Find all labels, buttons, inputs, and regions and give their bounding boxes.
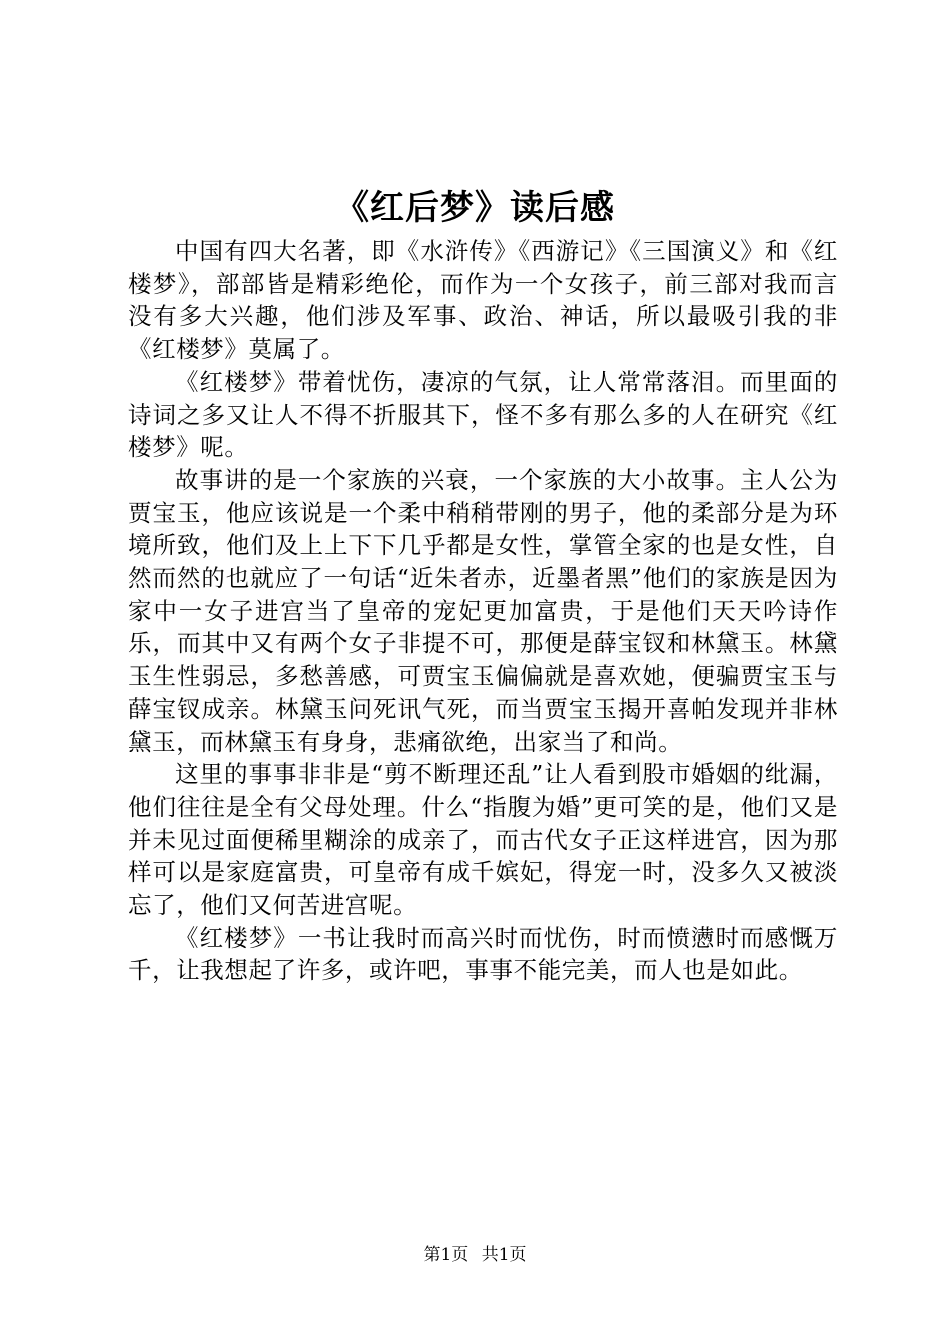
paragraph: 《红楼梦》带着忧伤，凄凉的气氛，让人常常落泪。而里面的诗词之多又让人不得不折服其下，怪不多有那么多的人在研究《红楼梦》呢。 — [128, 367, 838, 462]
paragraph: 《红楼梦》一书让我时而高兴时而忧伤，时而愤懑时而感慨万千，让我想起了许多，或许吧，事事不能完美，而人也是如此。 — [128, 923, 838, 985]
page-total: 共1页 — [481, 1245, 527, 1265]
document-body — [128, 235, 838, 987]
document-title: 《红后梦》读后感 — [335, 188, 615, 228]
page-footer — [0, 1243, 950, 1267]
paragraph: 这里的事事非非是“剪不断理还乱”让人看到股市婚姻的纰漏，他们往往是全有父母处理。什么“指腹为婚”更可笑的是，他们又是并未见过面便稀里糊涂的成亲了，而古代女子正这样进宫，因为那样可以是家庭富贵，可皇帝有成千嫔妃，得宠一时，没多久又被淡忘了，他们又何苦进宫呢。 — [128, 760, 838, 920]
page-number: 第1页 — [423, 1245, 469, 1265]
paragraph: 中国有四大名著，即《水浒传》《西游记》《三国演义》和《红楼梦》，部部皆是精彩绝伦，而作为一个女孩子，前三部对我而言没有多大兴趣，他们涉及军事、政治、神话，所以最吸引我的非《红楼梦》莫属了。 — [128, 237, 838, 364]
paragraph: 故事讲的是一个家族的兴衰，一个家族的大小故事。主人公为贾宝玉，他应该说是一个柔中稍稍带刚的男子，他的柔部分是为环境所致，他们及上上下下几乎都是女性，掌管全家的也是女性，自然而然的也就应了一句话“近朱者赤，近墨者黑”他们的家族是因为家中一女子进宫当了皇帝的宠妃更加富贵，于是他们天天吟诗作乐，而其中又有两个女子非提不可，那便是薛宝钗和林黛玉。林黛玉生性弱忌，多愁善感，可贾宝玉偏偏就是喜欢她，便骗贾宝玉与薛宝钗成亲。林黛玉问死讯气死，而当贾宝玉揭开喜帕发现并非林黛玉，而林黛玉有身身，悲痛欲绝，出家当了和尚。 — [128, 465, 838, 756]
